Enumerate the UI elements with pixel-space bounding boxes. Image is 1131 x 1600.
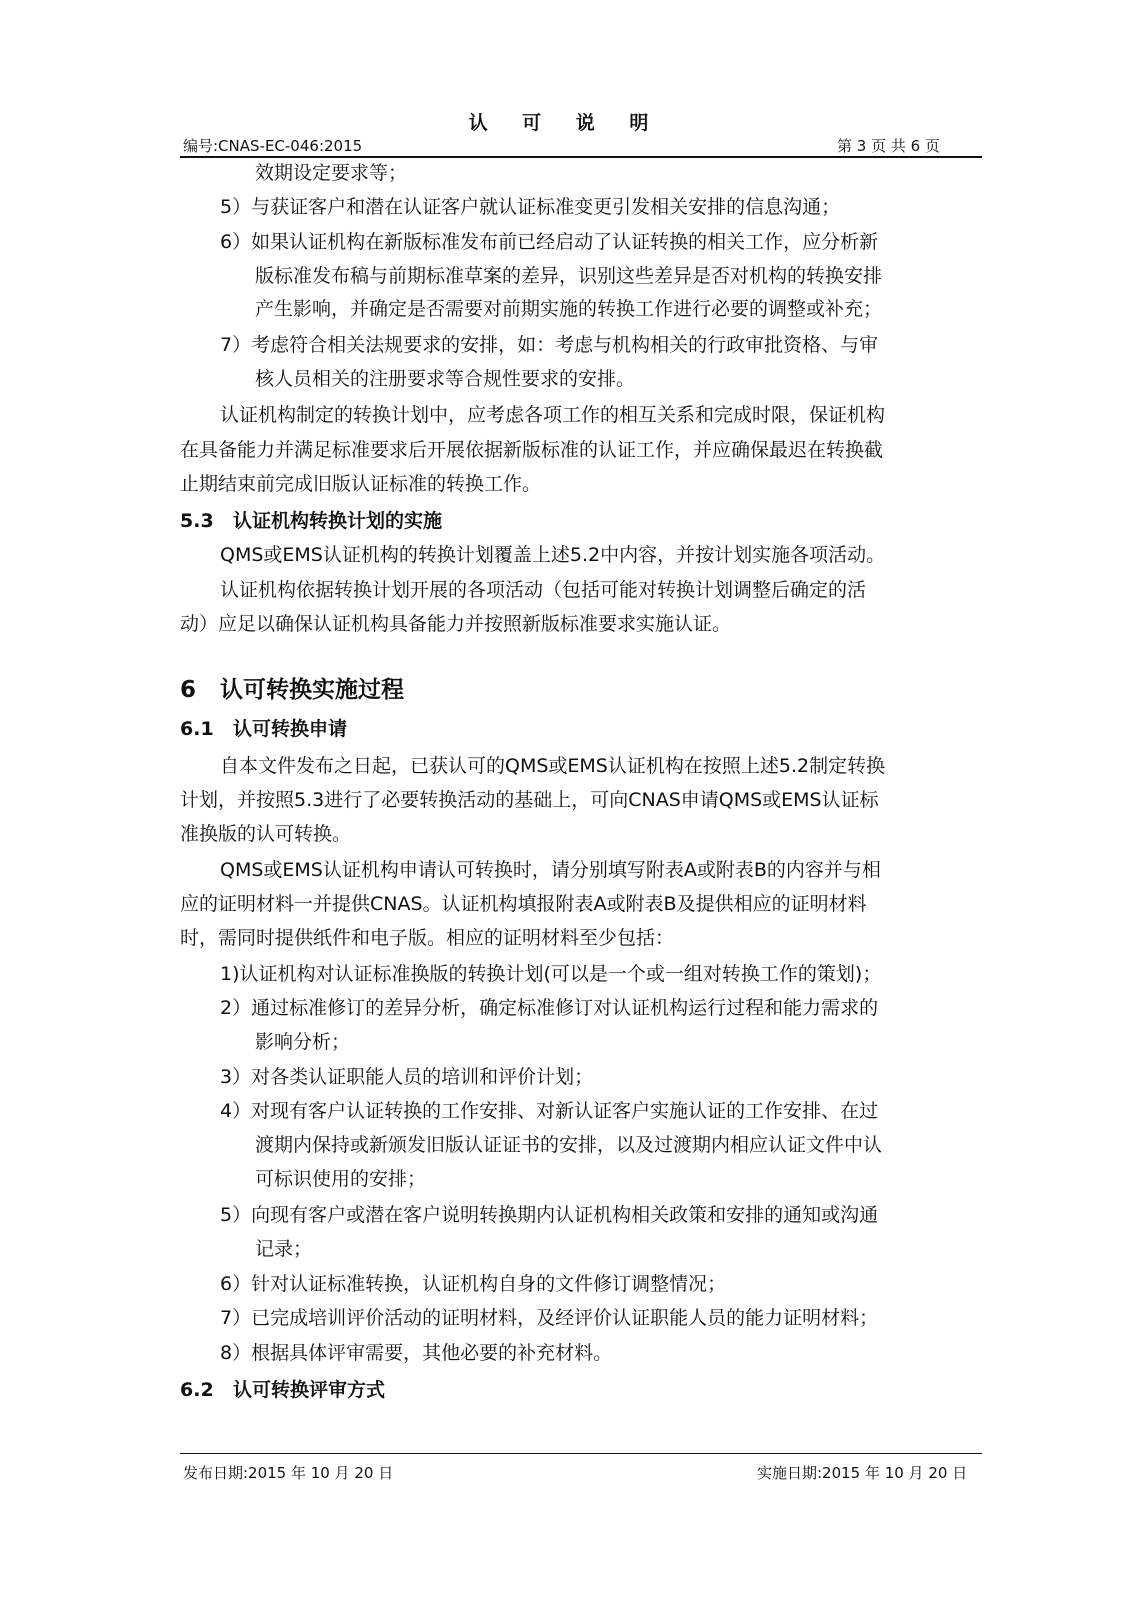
section-title: 认证机构转换计划的实施	[233, 510, 443, 532]
section-title: 认可转换实施过程	[220, 677, 404, 703]
list-item: 2）通过标准修订的差异分析，确定标准修订对认证机构运行过程和能力需求的	[220, 997, 879, 1019]
section-heading-6	[180, 676, 404, 704]
text-line: 渡期内保持或新颁发旧版认证证书的安排，以及过渡期内相应认证文件中认	[255, 1134, 883, 1156]
list-item: 6）如果认证机构在新版标准发布前已经启动了认证转换的相关工作，应分析新	[220, 231, 879, 253]
text-line: 影响分析；	[255, 1031, 351, 1053]
list-item: 6）针对认证标准转换，认证机构自身的文件修订调整情况；	[220, 1273, 727, 1295]
text-line: 记录；	[255, 1238, 313, 1260]
paragraph-line: QMS或EMS认证机构申请认可转换时，请分别填写附表A或附表B的内容并与相	[220, 859, 881, 881]
section-number: 6	[180, 677, 197, 703]
text-line: 产生影响，并确定是否需要对前期实施的转换工作进行必要的调整或补充；	[255, 298, 883, 320]
paragraph-line: QMS或EMS认证机构的转换计划覆盖上述5.2中内容，并按计划实施各项活动。	[220, 544, 886, 566]
text-line: 版标准发布稿与前期标准草案的差异，识别这些差异是否对机构的转换安排	[255, 265, 883, 287]
page-number: 第 3 页 共 6 页	[837, 137, 940, 155]
document-number: 编号:CNAS-EC-046:2015	[183, 137, 363, 155]
paragraph-line: 认证机构依据转换计划开展的各项活动（包括可能对转换计划调整后确定的活	[220, 579, 867, 601]
list-item: 8）根据具体评审需要，其他必要的补充材料。	[220, 1342, 613, 1364]
list-item: 7）已完成培训评价活动的证明材料，及经评价认证职能人员的能力证明材料；	[220, 1307, 879, 1329]
footer-rule	[180, 1453, 982, 1454]
section-title: 认可转换评审方式	[233, 1379, 386, 1401]
paragraph-line: 在具备能力并满足标准要求后开展依据新版标准的认证工作，并应确保最迟在转换截	[180, 439, 884, 461]
paragraph-line: 止期结束前完成旧版认证标准的转换工作。	[180, 473, 542, 495]
section-number: 5.3	[180, 510, 214, 532]
paragraph-line: 时，需同时提供纸件和电子版。相应的证明材料至少包括：	[180, 927, 675, 949]
paragraph-line: 自本文件发布之日起，已获认可的QMS或EMS认证机构在按照上述5.2制定转换	[220, 755, 886, 777]
paragraph-line: 认证机构制定的转换计划中，应考虑各项工作的相互关系和完成时限，保证机构	[220, 404, 886, 426]
paragraph-line: 动）应足以确保认证机构具备能力并按照新版标准要求实施认证。	[180, 613, 732, 635]
effective-date: 实施日期:2015 年 10 月 20 日	[757, 1464, 968, 1482]
page-header-title: 认 可 说 明	[468, 112, 663, 134]
issue-date: 发布日期:2015 年 10 月 20 日	[183, 1464, 394, 1482]
list-item: 5）向现有客户或潜在客户说明转换期内认证机构相关政策和安排的通知或沟通	[220, 1204, 879, 1226]
section-title: 认可转换申请	[233, 718, 348, 740]
section-number: 6.2	[180, 1379, 214, 1401]
paragraph-line: 应的证明材料一并提供CNAS。认证机构填报附表A或附表B及提供相应的证明材料	[180, 893, 867, 915]
paragraph-line: 准换版的认可转换。	[180, 823, 352, 845]
list-item: 7）考虑符合相关法规要求的安排，如：考虑与机构相关的行政审批资格、与审	[220, 334, 879, 356]
list-item: 5）与获证客户和潜在认证客户就认证标准变更引发相关安排的信息沟通；	[220, 196, 841, 218]
text-line: 效期设定要求等；	[255, 162, 408, 184]
list-item: 1)认证机构对认证标准换版的转换计划(可以是一个或一组对转换工作的策划)；	[220, 963, 882, 985]
section-heading-6-2	[180, 1378, 385, 1402]
section-number: 6.1	[180, 718, 214, 740]
section-heading-5-3	[180, 509, 442, 533]
paragraph-line: 计划，并按照5.3进行了必要转换活动的基础上，可向CNAS申请QMS或EMS认证标	[180, 789, 879, 811]
text-line: 核人员相关的注册要求等合规性要求的安排。	[255, 368, 636, 390]
header-rule	[180, 156, 982, 158]
list-item: 3）对各类认证职能人员的培训和评价计划；	[220, 1066, 594, 1088]
list-item: 4）对现有客户认证转换的工作安排、对新认证客户实施认证的工作安排、在过	[220, 1100, 879, 1122]
text-line: 可标识使用的安排；	[255, 1168, 427, 1190]
section-heading-6-1	[180, 717, 347, 741]
